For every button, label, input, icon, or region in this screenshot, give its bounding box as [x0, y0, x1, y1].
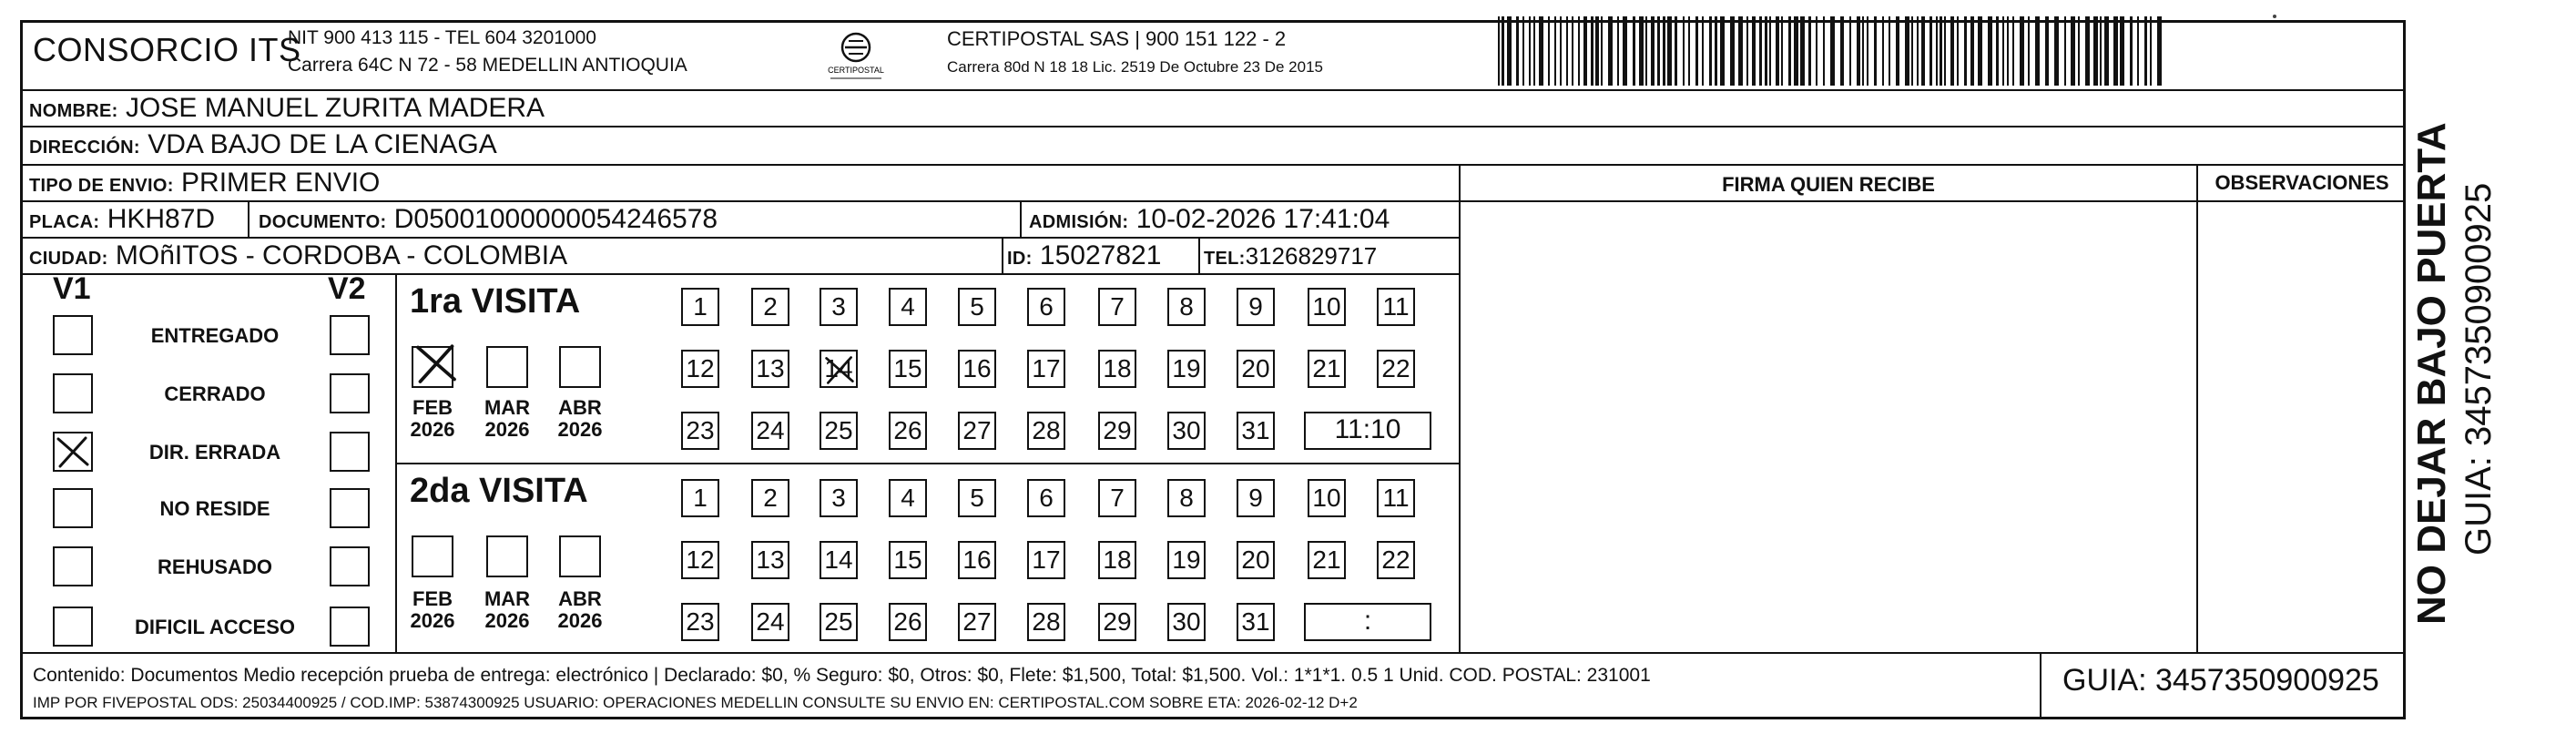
barcode-bar	[1911, 16, 1913, 86]
divider	[2196, 164, 2198, 652]
barcode-bar	[1788, 16, 1791, 86]
barcode-bar	[1823, 16, 1825, 86]
barcode-bar	[1808, 16, 1811, 86]
day-box[interactable]: 7	[1098, 288, 1136, 326]
month-year: 2026	[484, 418, 530, 442]
direccion-row	[29, 131, 497, 158]
month-label	[552, 588, 608, 632]
placa-row	[29, 206, 215, 233]
divider	[395, 463, 1461, 464]
barcode-bar	[1944, 16, 1946, 86]
barcode-bar	[2002, 16, 2004, 86]
day-box[interactable]: 14	[820, 350, 858, 388]
status-label: CERRADO	[164, 382, 266, 405]
divider	[20, 273, 1459, 275]
day-box[interactable]: 22	[1377, 350, 1415, 388]
day-box[interactable]: 4	[889, 288, 927, 326]
barcode-bar	[1800, 16, 1805, 86]
day-box[interactable]: 16	[958, 541, 996, 579]
day-box[interactable]: 3	[820, 288, 858, 326]
barcode-bar	[1595, 16, 1599, 86]
status-label: NO RESIDE	[159, 497, 270, 520]
tel-label: TEL:	[1204, 249, 1246, 269]
logo-text: CERTIPOSTAL	[828, 66, 884, 75]
barcode-bar	[1849, 16, 1851, 86]
barcode-bar	[1675, 16, 1677, 86]
day-box[interactable]: 7	[1098, 479, 1136, 517]
tipo-envio-label: TIPO DE ENVIO:	[29, 176, 174, 196]
day-box[interactable]: 18	[1098, 541, 1136, 579]
v1-checkbox[interactable]	[53, 315, 93, 355]
day-box[interactable]: 27	[958, 412, 996, 450]
month-year: 2026	[484, 609, 530, 633]
month-year: 2026	[410, 418, 455, 442]
barcode-bar	[1929, 16, 1932, 86]
day-box[interactable]: 23	[681, 412, 719, 450]
day-box[interactable]: 11	[1377, 479, 1415, 517]
barcode-bar	[2085, 16, 2090, 86]
divider	[1459, 164, 1461, 652]
placa-label: PLACA:	[29, 212, 100, 232]
company-name: CONSORCIO ITS	[33, 31, 301, 68]
day-box[interactable]: 23	[681, 603, 719, 641]
month-year: 2026	[557, 418, 603, 442]
barcode-bar	[1608, 16, 1613, 86]
barcode-bar	[1720, 16, 1725, 86]
barcode-bar	[2028, 16, 2030, 86]
v1-checkbox[interactable]	[53, 546, 93, 586]
day-box[interactable]: 27	[958, 603, 996, 641]
divider	[248, 200, 249, 239]
company-nit: NIT 900 413 115 - TEL 604 3201000	[288, 27, 596, 48]
v2-checkbox[interactable]	[330, 432, 370, 472]
divider	[20, 126, 2406, 127]
day-box[interactable]: 30	[1167, 412, 1206, 450]
divider	[20, 164, 2406, 166]
barcode-bar	[1957, 16, 1959, 86]
barcode-bar	[2071, 16, 2075, 86]
barcode-bar	[1657, 16, 1660, 86]
barcode-bar	[1502, 16, 1504, 86]
day-box[interactable]: 21	[1308, 350, 1346, 388]
month-label	[479, 397, 535, 441]
month-label	[479, 588, 535, 632]
day-box[interactable]: 25	[820, 603, 858, 641]
day-box[interactable]: 8	[1167, 288, 1206, 326]
carrier-address: Carrera 80d N 18 18 Lic. 2519 De Octubre 23 De 2015	[947, 58, 1323, 76]
barcode-bar	[1921, 16, 1925, 86]
barcode-bar	[1882, 16, 1884, 86]
barcode-bar	[1572, 16, 1573, 86]
divider	[1020, 200, 1022, 239]
day-box[interactable]: 15	[889, 350, 927, 388]
tipo-envio-value: PRIMER ENVIO	[181, 168, 381, 198]
day-box[interactable]: 29	[1098, 412, 1136, 450]
barcode-bar	[1617, 16, 1619, 86]
day-box[interactable]: 19	[1167, 541, 1206, 579]
month-name: ABR	[558, 396, 602, 419]
barcode-bar	[2007, 16, 2009, 86]
admision-row	[1029, 206, 1390, 233]
barcode-bar	[1560, 16, 1562, 86]
id-value: 15027821	[1039, 240, 1162, 270]
barcode-bar	[1498, 16, 1500, 86]
day-box[interactable]: 1	[681, 288, 719, 326]
barcode-bar	[1533, 16, 1535, 86]
status-label: DIR. ERRADA	[148, 441, 281, 464]
day-box[interactable]: 24	[751, 412, 789, 450]
barcode-bar	[1688, 16, 1690, 86]
barcode-bar	[1988, 16, 1992, 86]
barcode-bar	[1857, 16, 1860, 86]
day-box[interactable]: 17	[1027, 541, 1065, 579]
month-label	[552, 397, 608, 441]
day-box[interactable]: 17	[1027, 350, 1065, 388]
month-checkbox[interactable]	[559, 535, 601, 577]
nombre-row	[29, 95, 545, 122]
v1-header: V1	[53, 271, 91, 306]
barcode-bar	[2150, 16, 2152, 86]
day-box[interactable]: 25	[820, 412, 858, 450]
barcode-bar	[2078, 16, 2080, 86]
barcode-bar	[1591, 16, 1593, 86]
barcode-bar	[1639, 16, 1644, 86]
day-box[interactable]: 20	[1237, 350, 1275, 388]
barcode-bar	[1695, 16, 1698, 86]
day-box[interactable]: 10	[1308, 479, 1346, 517]
day-box[interactable]: 5	[958, 288, 996, 326]
v1-checkbox[interactable]	[53, 488, 93, 528]
status-label: REHUSADO	[158, 556, 272, 578]
day-box[interactable]: 9	[1237, 479, 1275, 517]
barcode-bar	[1905, 16, 1909, 86]
v2-checkbox[interactable]	[330, 373, 370, 413]
day-box[interactable]: 5	[958, 479, 996, 517]
barcode-bar	[2045, 16, 2049, 86]
status-label: ENTREGADO	[150, 324, 280, 347]
barcode-bar	[1781, 16, 1783, 86]
barcode-bar	[2012, 16, 2014, 86]
barcode-bar	[1667, 16, 1672, 86]
barcode-bar	[1940, 16, 1942, 86]
barcode-bar	[1896, 16, 1899, 86]
v2-header: V2	[328, 271, 366, 306]
month-name: ABR	[558, 587, 602, 610]
status-label: DIFICIL ACCESO	[134, 616, 295, 638]
day-box[interactable]: 29	[1098, 603, 1136, 641]
carrier-name: CERTIPOSTAL SAS | 900 151 122 - 2	[947, 27, 1287, 50]
time-box[interactable]: 11:10	[1304, 412, 1431, 450]
day-box[interactable]: 11	[1377, 288, 1415, 326]
day-box[interactable]: 24	[751, 603, 789, 641]
barcode-bar	[1746, 16, 1748, 86]
ciudad-row	[29, 242, 567, 270]
day-box[interactable]: 30	[1167, 603, 1206, 641]
month-name: FEB	[412, 396, 453, 419]
month-label	[404, 588, 461, 632]
barcode-bar	[1889, 16, 1890, 86]
divider	[20, 89, 2406, 91]
day-box[interactable]: 31	[1237, 412, 1275, 450]
day-box[interactable]: 21	[1308, 541, 1346, 579]
v2-checkbox[interactable]	[330, 315, 370, 355]
barcode-bar	[1548, 16, 1550, 86]
month-checkbox[interactable]	[486, 346, 528, 388]
tel-value: 3126829717	[1245, 242, 1378, 270]
month-checkbox[interactable]	[486, 535, 528, 577]
documento-value: D05001000000054246578	[393, 204, 718, 234]
day-box[interactable]: 6	[1027, 288, 1065, 326]
day-box[interactable]: 26	[889, 412, 927, 450]
certipostal-logo	[820, 25, 920, 84]
month-name: MAR	[484, 587, 531, 610]
barcode-bar	[1507, 16, 1512, 86]
day-box[interactable]: 13	[751, 541, 789, 579]
barcode-bar	[1651, 16, 1655, 86]
divider	[1198, 237, 1200, 275]
barcode-bar	[1996, 16, 1999, 86]
day-box[interactable]: 31	[1237, 603, 1275, 641]
barcode-bar	[2137, 16, 2139, 86]
time-box[interactable]: :	[1304, 603, 1431, 641]
barcode-bar	[1964, 16, 1967, 86]
day-box[interactable]: 9	[1237, 288, 1275, 326]
barcode-bar	[1583, 16, 1587, 86]
barcode-bar	[1709, 16, 1712, 86]
barcode-bar	[1663, 16, 1665, 86]
barcode-bar	[2104, 16, 2109, 86]
id-label: ID:	[1007, 249, 1033, 269]
month-checkbox[interactable]	[412, 535, 453, 577]
v2-checkbox[interactable]	[330, 488, 370, 528]
day-box[interactable]: 2	[751, 479, 789, 517]
barcode-bar	[1978, 16, 1982, 86]
divider	[395, 273, 397, 652]
visit2-title: 2da VISITA	[410, 472, 588, 510]
day-box[interactable]: 2	[751, 288, 789, 326]
no-dejar-bajo-puerta: NO DEJAR BAJO PUERTA	[2409, 122, 2454, 625]
barcode-bar	[1601, 16, 1603, 86]
v1-checkbox[interactable]	[53, 432, 93, 472]
barcode-bar	[2035, 16, 2040, 86]
day-box[interactable]: 28	[1027, 603, 1065, 641]
month-year: 2026	[557, 609, 603, 633]
day-box[interactable]: 14	[820, 541, 858, 579]
barcode-bar	[1867, 16, 1868, 86]
day-box[interactable]: 15	[889, 541, 927, 579]
visit1-title: 1ra VISITA	[410, 282, 581, 321]
day-box[interactable]: 22	[1377, 541, 1415, 579]
barcode-bar	[1529, 16, 1531, 86]
month-year: 2026	[410, 609, 455, 633]
barcode-bar	[1522, 16, 1524, 86]
day-box[interactable]: 13	[751, 350, 789, 388]
barcode-bar	[1765, 16, 1767, 86]
side-guia: GUIA: 3457350900925	[2459, 182, 2499, 556]
day-box[interactable]: 16	[958, 350, 996, 388]
barcode-bar	[1554, 16, 1556, 86]
barcode-bar	[1516, 16, 1519, 86]
barcode-bar	[2157, 16, 2162, 86]
day-box[interactable]: 10	[1308, 288, 1346, 326]
observaciones-header: OBSERVACIONES	[2215, 171, 2389, 194]
barcode-bar	[2093, 16, 2098, 86]
day-box[interactable]: 8	[1167, 479, 1206, 517]
barcode-bar	[2113, 16, 2118, 86]
month-name: MAR	[484, 396, 531, 419]
placa-value: HKH87D	[107, 204, 216, 234]
barcode-bar	[1623, 16, 1627, 86]
stray-mark	[2273, 15, 2276, 18]
direccion-value: VDA BAJO DE LA CIENAGA	[148, 129, 497, 159]
divider	[20, 237, 1459, 239]
barcode-bar	[1862, 16, 1864, 86]
footer-impresion: IMP POR FIVEPOSTAL ODS: 25034400925 / COD.IMP: 53874300925 USUARIO: OPERACIONES MEDELLIN CONSULTE SU ENVIO EN: CERTIPOSTAL.COM SOBRE ETA: 2026-02-12 D+2	[33, 694, 1358, 711]
tel-row	[1204, 244, 1377, 268]
direccion-label: DIRECCIÓN:	[29, 138, 140, 158]
divider	[2040, 652, 2041, 719]
divider	[20, 652, 2406, 654]
day-box[interactable]: 28	[1027, 412, 1065, 450]
ciudad-label: CIUDAD:	[29, 249, 108, 269]
barcode-bar	[2054, 16, 2059, 86]
barcode	[1498, 16, 2172, 86]
day-box[interactable]: 3	[820, 479, 858, 517]
documento-row	[259, 206, 718, 233]
v2-checkbox[interactable]	[330, 607, 370, 647]
barcode-bar	[1917, 16, 1919, 86]
barcode-bar	[1769, 16, 1771, 86]
day-box[interactable]: 1	[681, 479, 719, 517]
barcode-bar	[1539, 16, 1543, 86]
barcode-bar	[1936, 16, 1938, 86]
month-checkbox[interactable]	[412, 346, 453, 388]
barcode-bar	[1683, 16, 1685, 86]
barcode-bar	[1950, 16, 1954, 86]
nombre-value: JOSE MANUEL ZURITA MADERA	[126, 93, 545, 123]
barcode-bar	[1776, 16, 1779, 86]
barcode-bar	[1702, 16, 1704, 86]
day-box[interactable]: 12	[681, 541, 719, 579]
barcode-bar	[1874, 16, 1877, 86]
day-box[interactable]: 26	[889, 603, 927, 641]
barcode-bar	[1752, 16, 1756, 86]
footer-guia: GUIA: 3457350900925	[2062, 663, 2379, 698]
id-row	[1007, 242, 1161, 270]
barcode-bar	[2020, 16, 2024, 86]
barcode-bar	[1794, 16, 1798, 86]
tipo-envio-row	[29, 169, 380, 197]
v1-checkbox[interactable]	[53, 373, 93, 413]
day-box[interactable]: 18	[1098, 350, 1136, 388]
day-box[interactable]: 19	[1167, 350, 1206, 388]
barcode-bar	[1759, 16, 1762, 86]
nombre-label: NOMBRE:	[29, 101, 118, 121]
barcode-bar	[1566, 16, 1568, 86]
admision-label: ADMISIÓN:	[1029, 212, 1129, 232]
day-box[interactable]: 20	[1237, 541, 1275, 579]
barcode-bar	[1830, 16, 1835, 86]
admision-value: 10-02-2026 17:41:04	[1135, 204, 1390, 234]
barcode-bar	[2120, 16, 2124, 86]
divider	[1002, 237, 1003, 275]
company-address: Carrera 64C N 72 - 58 MEDELLIN ANTIOQUIA	[288, 55, 687, 76]
barcode-bar	[2144, 16, 2147, 86]
barcode-bar	[1738, 16, 1743, 86]
v2-checkbox[interactable]	[330, 546, 370, 586]
footer-contenido: Contenido: Documentos Medio recepción prueba de entrega: electrónico | Declarado: $0, % Seguro: $0, Otros: $0, Flete: $1,500, Total: $1,500. Vol.: 1*1*1. 0.5 1 Unid. COD. POSTAL: 231001	[33, 665, 1651, 686]
barcode-bar	[1633, 16, 1635, 86]
barcode-bar	[1715, 16, 1717, 86]
barcode-bar	[1840, 16, 1844, 86]
v1-checkbox[interactable]	[53, 607, 93, 647]
day-box[interactable]: 12	[681, 350, 719, 388]
barcode-bar	[1970, 16, 1974, 86]
barcode-bar	[2100, 16, 2102, 86]
month-label	[404, 397, 461, 441]
month-name: FEB	[412, 587, 453, 610]
barcode-bar	[1578, 16, 1580, 86]
firma-header: FIRMA QUIEN RECIBE	[1722, 173, 1935, 196]
barcode-bar	[2064, 16, 2066, 86]
day-box[interactable]: 4	[889, 479, 927, 517]
barcode-bar	[1816, 16, 1817, 86]
day-box[interactable]: 6	[1027, 479, 1065, 517]
barcode-bar	[2130, 16, 2133, 86]
divider	[20, 200, 2406, 202]
documento-label: DOCUMENTO:	[259, 212, 387, 232]
barcode-bar	[1730, 16, 1735, 86]
ciudad-value: MOñITOS - CORDOBA - COLOMBIA	[115, 240, 568, 270]
month-checkbox[interactable]	[559, 346, 601, 388]
barcode-bar	[1645, 16, 1647, 86]
